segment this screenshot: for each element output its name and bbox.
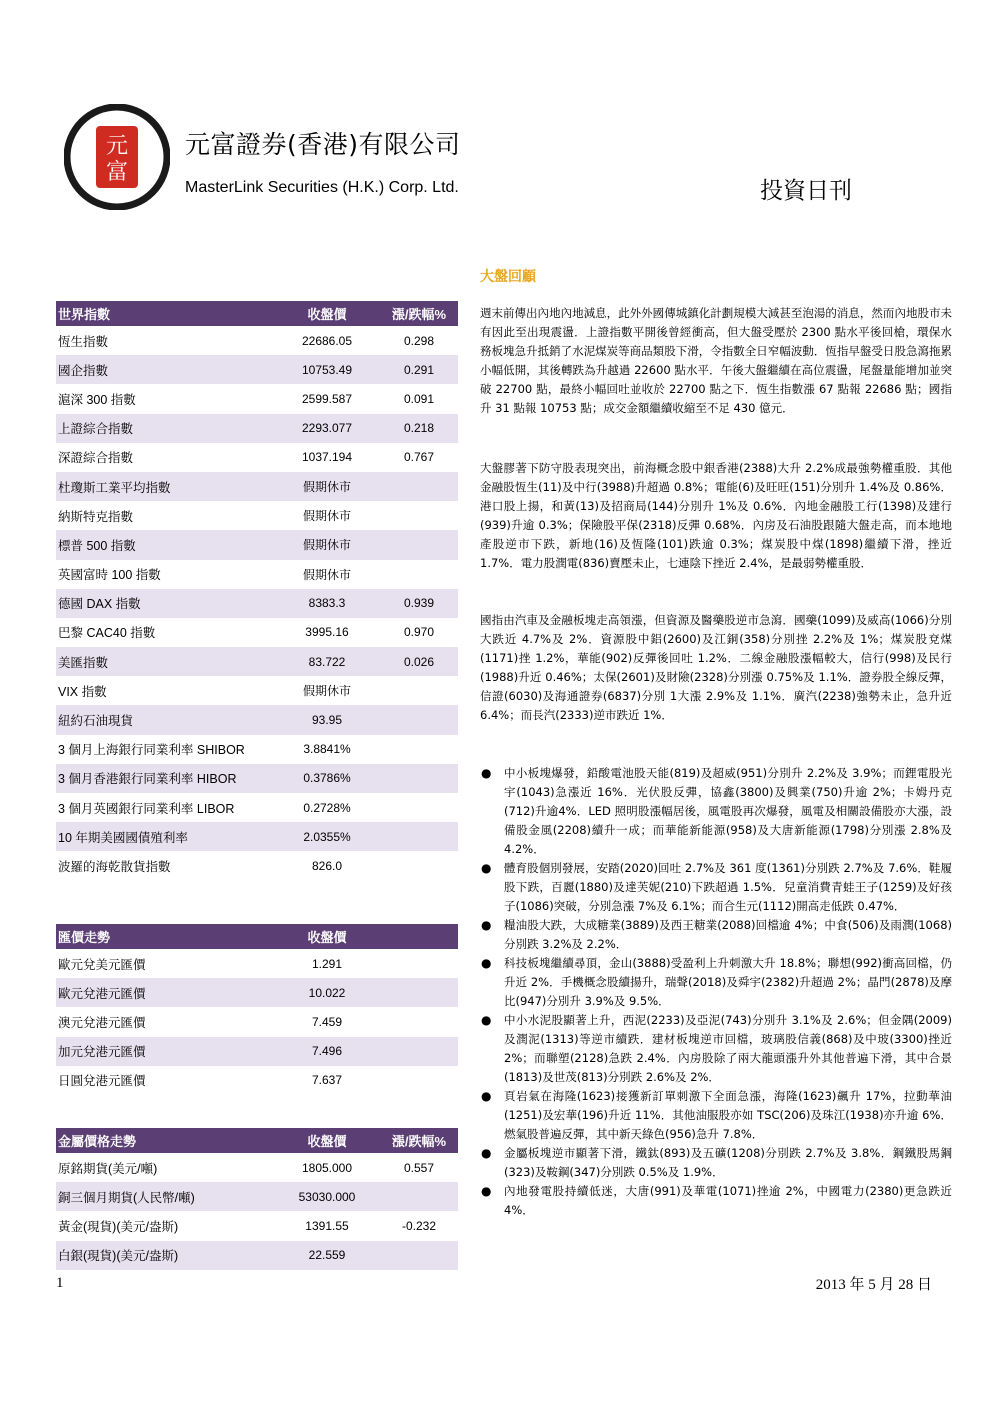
change-value: 0.298: [403, 333, 435, 348]
table-row: [56, 949, 458, 978]
table-row: [56, 822, 458, 851]
bullet-icon: ●: [481, 1184, 492, 1198]
close-value: 1805.000: [301, 1160, 353, 1175]
change-value: [380, 472, 458, 501]
bullet-icon: ●: [481, 1146, 492, 1160]
bullet-text: 金屬板塊逆市顯著下滑，鐵鈦(893)及五礦(1208)分別跌 2.7%及 3.8%．鋼鐵股馬鋼(323)及鞍鋼(347)分別跌 0.5%及 1.9%．: [504, 1146, 952, 1179]
close-value: 22686.05: [301, 333, 353, 348]
row-label: VIX 指數: [58, 684, 107, 699]
close-value: 假期休市: [302, 567, 351, 582]
row-label: 上證綜合指數: [56, 414, 274, 443]
table-row: [56, 355, 458, 384]
table-row: [56, 384, 458, 413]
table-row: [56, 764, 458, 793]
row-label: 日圓兌港元匯價: [58, 1074, 146, 1089]
row-label: 10 年期美國國債殖利率: [56, 822, 274, 851]
close-value: 假期休市: [274, 472, 380, 501]
table-header-row: [56, 924, 458, 949]
table-row: [56, 560, 458, 589]
close-value: 1.291: [311, 956, 343, 971]
row-label: 3 個月香港銀行同業利率 HIBOR: [56, 764, 274, 793]
row-label: 銅三個月期貨(人民幣/噸): [56, 1182, 274, 1211]
row-label: 深證綜合指數: [58, 451, 134, 466]
row-label: 德國 DAX 指數: [56, 589, 274, 618]
list-item: [480, 1011, 952, 1087]
market-review-heading: 大盤回顧: [480, 269, 536, 285]
row-label: 白銀(現貨)(美元/盎斯): [56, 1241, 274, 1270]
paragraph: 大盤膠著下防守股表現突出，前海概念股中銀香港(2388)大升 2.2%成最強勢權重股．其他金融股恆生(11)及中行(3988)升超過 0.8%；電能(6)及旺旺(151)分別升 1.4%及 0.86%．港口股上揚，和黃(13)及招商局(144)分別升 1%及 0.6%．內地金融股工行(1398)及建行(939)升逾 0.3%；保險股平保(2318)反彈 0.68%．內房及石油股跟隨大盤走高，而本地地產股逆市下跌，新地(16)及恆隆(101)跌逾 0.3%；煤炭股中煤(1898)繼續下滑，挫近1.7%．電力股潤電(836)賣壓未止，七連陰下挫近 2.4%，是最弱勢權重股．: [480, 461, 952, 570]
bullet-icon: ●: [481, 956, 492, 970]
table-row: [56, 589, 458, 618]
change-value: 0.091: [403, 391, 435, 406]
table-header-row: [56, 1128, 458, 1153]
list-item: [480, 1144, 952, 1182]
change-value: [380, 949, 458, 978]
bullet-text: 頁岩氣在海隆(1623)接獲新訂單刺激下全面急漲，海隆(1623)飆升 17%，拉動華油(1251)及宏華(196)升近 11%．其他油服股亦如 TSC(206)及珠江(1938)亦升逾 6%．燃氣股普遍反彈，其中新天綠色(956)急升 7.8%．: [504, 1089, 952, 1141]
paragraph: 週末前傳出內地內地減息，此外外國傳城鎮化計劃規模大減甚至泡湯的消息，然而內地股市未有因此至出現震盪．上證指數平開後曾經衝高，但大盤受壓於 2300 點水平後回槍，環保水務板塊急升抵銷了水泥煤炭等商品類股下滑，令指數全日窄幅波動．恆指早盤受日股急瀉拖累小幅低開，其後轉跌為升越過 22600 點水平．午後大盤繼續在高位震盪，尾盤量能增加並突破 22700 點，最終小幅回吐並收於 22700 點之下．恆生指數漲 67 點報 22686 點；國指升 31 點報 10753 點；成交金額繼續收縮至不足 430 億元．: [480, 306, 952, 415]
company-name-zh: 元富證券(香港)有限公司: [185, 130, 461, 159]
column-header: [380, 924, 458, 949]
change-value: 0.970: [403, 625, 435, 640]
column-header: 漲/跌幅%: [380, 1128, 458, 1153]
close-value: 2.0355%: [274, 822, 380, 851]
column-header: 收盤價: [274, 1128, 380, 1153]
close-value: 22.559: [274, 1241, 380, 1270]
bullet-text: 中小水泥股顯著上升，西泥(2233)及亞泥(743)分別升 3.1%及 2.6%；但金隅(2009)及潤泥(1313)等逆市續跌．建材板塊逆市回檔，玻璃股信義(868)及中玻(3300)挫近 2%；而聯塑(2128)急跌 2.4%．內房股除了兩大龍頭漲升外其他普遍下滑，其中合景(1813)及世茂(813)分別跌 2.6%及 2%．: [504, 1013, 952, 1084]
close-value: 826.0: [311, 858, 343, 873]
list-item: [480, 954, 952, 1011]
close-value: 0.3786%: [274, 764, 380, 793]
fx-table: [56, 924, 458, 1095]
svg-text:富: 富: [105, 160, 129, 185]
close-value: 83.722: [274, 647, 380, 676]
column-header: 匯價走勢: [56, 924, 274, 949]
table-row: [56, 978, 458, 1007]
change-value: [380, 1037, 458, 1066]
close-value: 假期休市: [302, 509, 351, 524]
close-value: 93.95: [274, 705, 380, 734]
row-label: 國企指數: [56, 355, 274, 384]
close-value: 1391.55: [305, 1218, 349, 1233]
table-row: [56, 1066, 458, 1095]
close-value: 1037.194: [301, 450, 353, 465]
change-value: [380, 1241, 458, 1270]
bullet-text: 體育股個別發展，安踏(2020)回吐 2.7%及 361 度(1361)分別跌 2.7%及 7.6%．鞋履股下跌，百麗(1880)及達芙妮(210)下跌超過 1.5%．兒童消費青蛙王子(1259)及好孩子(1086)突破，分別急漲 7%及 6.1%；而合生元(1112)開高走低跌 0.47%．: [504, 861, 952, 913]
row-label: 英國富時 100 指數: [58, 568, 161, 583]
report-date: 2013 年 5 月 28 日: [815, 1277, 932, 1293]
change-value: [380, 978, 458, 1007]
market-paragraph-3: [480, 611, 952, 725]
report-title: 投資日刊: [760, 178, 852, 204]
table-row: [56, 1153, 458, 1182]
table-row: [56, 647, 458, 676]
change-value: 0.218: [380, 414, 458, 443]
table-row: [56, 501, 458, 530]
table-header-row: [56, 301, 458, 326]
change-value: 0.557: [403, 1160, 435, 1175]
column-header: 收盤價: [274, 301, 380, 326]
list-item: [480, 764, 952, 859]
change-value: 0.026: [380, 647, 458, 676]
svg-text:元: 元: [105, 134, 129, 159]
row-label: 歐元兌港元匯價: [56, 978, 274, 1007]
row-label: 3 個月上海銀行同業利率 SHIBOR: [58, 743, 245, 758]
column-header: 世界指數: [56, 301, 274, 326]
close-value: 假期休市: [274, 530, 380, 559]
row-label: 紐約石油現貨: [56, 705, 274, 734]
change-value: [380, 1182, 458, 1211]
row-label: 恆生指數: [58, 334, 109, 349]
change-value: [380, 764, 458, 793]
close-value: 7.637: [311, 1073, 343, 1088]
table-row: [56, 472, 458, 501]
row-label: 歐元兌美元匯價: [58, 957, 146, 972]
metals-table: [56, 1128, 458, 1270]
bullet-text: 中小板塊爆發，鉛酸電池股天能(819)及超威(951)分別升 2.2%及 3.9%；而鋰電股光宇(1043)急漲近 16%．光伏股反彈，協鑫(3800)及興業(750)升逾 2%；卡姆丹克(712)升逾4%．LED 照明股漲幅居後，風電股再次爆發，風電及相關設備股亦大漲，設備股金風(2208)續升一成；而華能新能源(958)及大唐新能源(1798)分別漲 2.8%及 4.2%．: [504, 766, 952, 856]
table-row: [56, 326, 458, 355]
market-paragraph-1: [480, 304, 952, 418]
row-label: 波羅的海乾散貨指數: [58, 859, 171, 874]
bullet-icon: ●: [481, 1013, 492, 1027]
bullet-icon: ●: [481, 918, 492, 932]
column-header: 收盤價: [274, 924, 380, 949]
close-value: 3995.16: [305, 625, 349, 640]
row-label: 美匯指數: [56, 647, 274, 676]
paragraph: 國指由汽車及金融板塊走高領漲，但資源及醫藥股逆市急瀉．國藥(1099)及威高(1066)分別大跌近 4.7%及 2%．資源股中鋁(2600)及江銅(358)分別挫 2.2%及 1%；煤炭股兗煤(1171)挫 1.2%，華能(902)反彈後回吐 1.2%．二線金融股漲幅較大，信行(998)及民行(1988)升近 0.46%；太保(2601)及財險(2328)分別漲 0.75%及 1.1%．證券股全線反彈，信證(6030)及海通證券(6837)分別 1大漲 2.9%及 1.1%．廣汽(2238)強勢未止，急升近 6.4%；而長汽(2333)逆市跌近 1%．: [480, 613, 952, 722]
row-label: 原銘期貨(美元/噸): [58, 1161, 158, 1176]
world-indices-table: [56, 301, 458, 881]
bullet-icon: ●: [481, 766, 492, 780]
close-value: 10.022: [274, 978, 380, 1007]
row-label: 納斯特克指數: [58, 509, 134, 524]
close-value: 2293.077: [274, 414, 380, 443]
bullet-text: 內地發電股持續低迷，大唐(991)及華電(1071)挫逾 2%，中國電力(2380)更急跌近 4%．: [504, 1184, 952, 1217]
table-row: [56, 1211, 458, 1240]
column-header: 金屬價格走勢: [56, 1128, 274, 1153]
table-row: [56, 793, 458, 822]
change-value: 0.767: [403, 450, 435, 465]
row-label: 黃金(現貨)(美元/盎斯): [58, 1219, 179, 1234]
row-label: 3 個月英國銀行同業利率 LIBOR: [58, 801, 235, 816]
row-label: 巴黎 CAC40 指數: [58, 626, 156, 641]
change-value: [380, 1007, 458, 1036]
close-value: 假期休市: [302, 684, 351, 699]
sector-bullets: [480, 764, 952, 1220]
change-value: [380, 735, 458, 764]
table-row: [56, 1241, 458, 1270]
change-value: [380, 705, 458, 734]
table-row: [56, 735, 458, 764]
change-value: [380, 1066, 458, 1095]
table-row: [56, 530, 458, 559]
table-row: [56, 618, 458, 647]
table-row: [56, 851, 458, 880]
page-number: 1: [56, 1275, 64, 1291]
row-label: 加元兌港元匯價: [56, 1037, 274, 1066]
change-value: [380, 530, 458, 559]
change-value: [380, 676, 458, 705]
market-paragraph-2: [480, 459, 952, 573]
row-label: 標普 500 指數: [56, 530, 274, 559]
column-header: 漲/跌幅%: [380, 301, 458, 326]
list-item: [480, 916, 952, 954]
change-value: -0.232: [401, 1218, 437, 1233]
row-label: 杜瓊斯工業平均指數: [56, 472, 274, 501]
close-value: 0.2728%: [303, 800, 351, 815]
table-row: [56, 1182, 458, 1211]
change-value: [380, 793, 458, 822]
table-row: [56, 676, 458, 705]
row-label: 澳元兌港元匯價: [58, 1015, 146, 1030]
close-value: 8383.3: [274, 589, 380, 618]
change-value: [380, 560, 458, 589]
list-item: [480, 1087, 952, 1144]
table-row: [56, 1007, 458, 1036]
close-value: 10753.49: [274, 355, 380, 384]
close-value: 7.459: [311, 1014, 343, 1029]
bullet-icon: ●: [481, 861, 492, 875]
close-value: 53030.000: [274, 1182, 380, 1211]
list-item: [480, 859, 952, 916]
bullet-icon: ●: [481, 1089, 492, 1103]
change-value: [380, 851, 458, 880]
bullet-text: 科技板塊繼續尋頂，金山(3888)受盈利上升刺激大升 18.8%；聯想(992)衝高回檔，仍升近 2%．手機概念股續揚升，瑞聲(2018)及舜宇(2382)升超過 2%；晶門(2878)及摩比(947)分別升 3.9%及 9.5%．: [504, 956, 952, 1008]
bullet-text: 糧油股大跌，大成糖業(3889)及西王糖業(2088)回檔逾 4%；中食(506)及雨潤(1068)分別跌 3.2%及 2.2%．: [504, 918, 952, 951]
change-value: 0.291: [380, 355, 458, 384]
company-logo: [64, 104, 170, 210]
close-value: 7.496: [274, 1037, 380, 1066]
row-label: 滬深 300 指數: [58, 392, 136, 407]
change-value: 0.939: [380, 589, 458, 618]
change-value: [380, 822, 458, 851]
table-row: [56, 705, 458, 734]
table-row: [56, 1037, 458, 1066]
table-row: [56, 443, 458, 472]
company-name-en: MasterLink Securities (H.K.) Corp. Ltd.: [185, 179, 459, 196]
list-item: [480, 1182, 952, 1220]
close-value: 2599.587: [301, 391, 353, 406]
close-value: 3.8841%: [303, 742, 351, 757]
table-row: [56, 414, 458, 443]
change-value: [380, 501, 458, 530]
